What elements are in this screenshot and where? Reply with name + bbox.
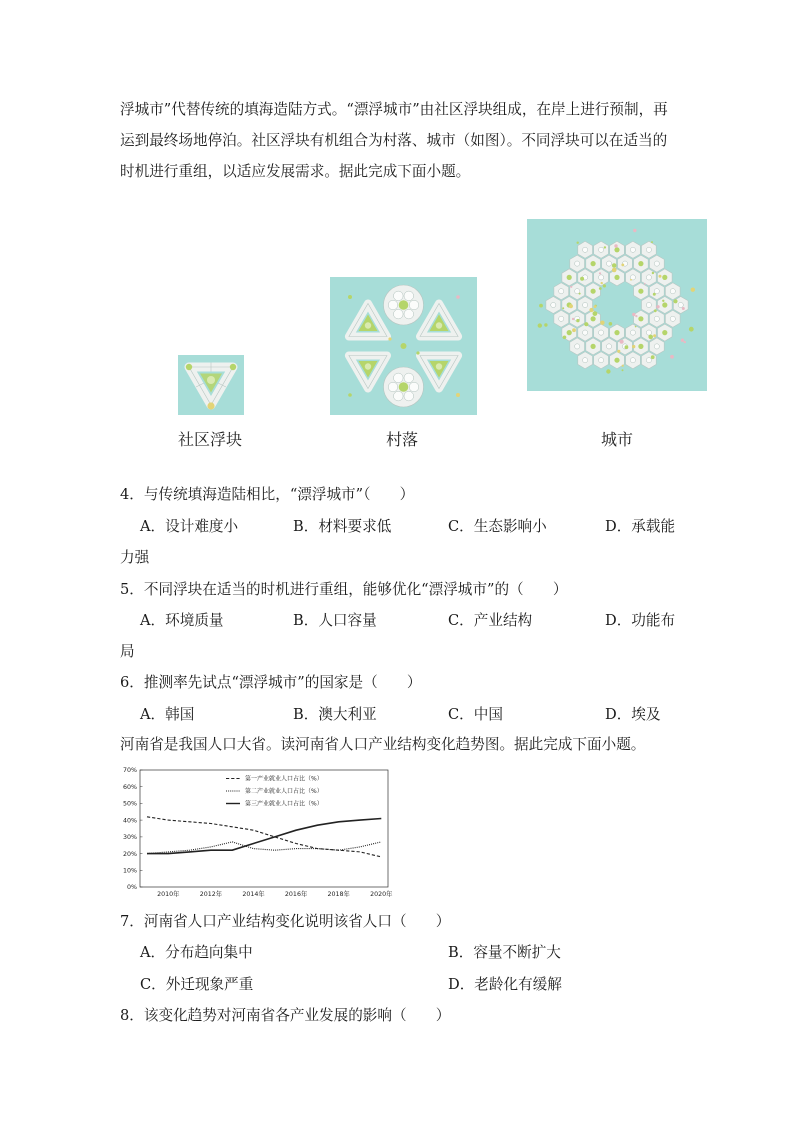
- village-unit: [384, 367, 424, 407]
- decor-dot: [348, 295, 352, 299]
- decor-dot: [612, 263, 617, 268]
- decor-dot: [609, 322, 613, 326]
- decor-dot: [589, 308, 593, 312]
- decor-dot: [570, 286, 572, 288]
- decor-dot: [682, 307, 685, 310]
- decor-dot: [388, 337, 391, 340]
- decor-dot: [651, 355, 655, 359]
- village-illustration: [330, 277, 477, 415]
- decor-dot: [654, 309, 657, 312]
- question-stem: 8．该变化趋势对河南省各产业发展的影响（ ）: [120, 1007, 451, 1024]
- legend-label: 第三产业就业人口占比（%）: [245, 800, 323, 808]
- option-c: C．外迁现象严重: [140, 976, 254, 993]
- x-tick-label: 2012年: [199, 891, 223, 898]
- decor-dot: [648, 335, 653, 340]
- x-tick-label: 2020年: [370, 891, 393, 898]
- city-illustration: [527, 219, 707, 391]
- decor-dot: [644, 283, 646, 285]
- x-tick-label: 2014年: [242, 891, 265, 898]
- decor-dot: [576, 319, 579, 322]
- decor-dot: [635, 326, 637, 328]
- decor-dot: [572, 328, 576, 332]
- option-c: C．产业结构: [448, 612, 533, 629]
- y-tick-label: 70%: [123, 767, 137, 775]
- decor-dot: [653, 334, 656, 337]
- decor-dot: [593, 311, 598, 316]
- decor-dot: [617, 350, 620, 353]
- decor-dot: [348, 393, 352, 397]
- decor-dot: [594, 305, 597, 308]
- option-d-continuation: 力强: [120, 549, 150, 566]
- legend-label: 第二产业就业人口占比（%）: [245, 788, 323, 796]
- decor-dot: [599, 287, 602, 290]
- y-tick-label: 0%: [127, 884, 137, 892]
- x-tick-label: 2018年: [327, 891, 350, 898]
- passage-line: 时机进行重组，以适应发展需求。据此完成下面小题。: [120, 163, 471, 180]
- decor-dot: [604, 246, 606, 248]
- figure-caption-community-block: 社区浮块: [177, 430, 242, 449]
- option-b: B．容量不断扩大: [448, 944, 561, 961]
- figure-caption-city: 城市: [600, 430, 633, 449]
- decor-dot: [633, 229, 636, 232]
- option-a: A．韩国: [140, 706, 195, 723]
- y-tick-label: 10%: [123, 867, 137, 875]
- decor-dot: [620, 340, 624, 344]
- decor-dot: [562, 307, 564, 309]
- decor-dot: [401, 343, 407, 349]
- decor-dot: [579, 293, 581, 295]
- option-b: B．澳大利亚: [293, 706, 377, 723]
- decor-dot: [621, 264, 624, 267]
- decor-dot: [538, 323, 542, 327]
- decor-dot: [577, 242, 579, 244]
- decor-dot: [580, 277, 584, 281]
- y-tick-label: 40%: [123, 817, 137, 825]
- option-d-continuation: 局: [120, 643, 135, 660]
- question-stem: 7．河南省人口产业结构变化说明该省人口（ ）: [120, 913, 451, 930]
- decor-dot: [599, 272, 601, 274]
- decor-dot: [603, 284, 606, 287]
- decor-dot: [684, 341, 686, 343]
- y-tick-label: 50%: [123, 800, 137, 808]
- decor-dot: [584, 322, 588, 326]
- village-unit: [384, 285, 424, 325]
- decor-dot: [662, 300, 664, 302]
- option-d: D．老龄化有缓解: [448, 976, 562, 993]
- x-tick-label: 2016年: [284, 891, 308, 898]
- question-stem: 4．与传统填海造陆相比，“漂浮城市”（ ）: [120, 486, 415, 503]
- decor-dot: [539, 304, 543, 308]
- decor-dot: [569, 304, 573, 308]
- decor-dot: [652, 272, 654, 274]
- question-stem: 6．推测率先试点“漂浮城市”的国家是（ ）: [120, 674, 422, 691]
- community-block-illustration: [178, 355, 244, 415]
- decor-dot: [635, 315, 637, 317]
- decor-dot: [612, 268, 617, 273]
- decor-dot: [563, 336, 567, 340]
- option-d: D．功能布: [605, 612, 676, 629]
- option-a: A．分布趋向集中: [140, 944, 253, 961]
- decor-dot: [632, 313, 635, 316]
- decor-dot: [653, 293, 656, 296]
- decor-dot: [681, 339, 684, 342]
- option-c: C．生态影响小: [448, 518, 547, 535]
- passage-line: 浮城市”代替传统的填海造陆方式。“漂浮城市”由社区浮块组成，在岸上进行预制，再: [120, 101, 668, 118]
- y-tick-label: 60%: [123, 783, 137, 791]
- legend-label: 第一产业就业人口占比（%）: [245, 775, 323, 783]
- section-intro: 河南省是我国人口大省。读河南省人口产业结构变化趋势图。据此完成下面小题。: [120, 736, 646, 753]
- decor-dot: [656, 305, 659, 308]
- decor-dot: [689, 327, 694, 332]
- decor-dot: [456, 393, 460, 397]
- decor-dot: [622, 369, 624, 371]
- option-b: B．材料要求低: [293, 518, 392, 535]
- decor-dot: [632, 345, 635, 348]
- decor-dot: [651, 241, 653, 243]
- population-chart: [118, 762, 394, 902]
- decor-dot: [572, 318, 574, 320]
- decor-dot: [544, 323, 547, 326]
- decor-dot: [606, 369, 610, 373]
- decor-dot: [625, 345, 629, 349]
- option-b: B．人口容量: [293, 612, 377, 629]
- decor-dot: [622, 365, 624, 367]
- decor-dot: [456, 295, 460, 299]
- decor-dot: [673, 299, 677, 303]
- passage-line: 运到最终场地停泊。社区浮块有机组合为村落、城市（如图）。不同浮块可以在适当的: [120, 132, 668, 149]
- option-d: D．承载能: [605, 518, 676, 535]
- decor-dot: [416, 351, 419, 354]
- figure-caption-village: 村落: [385, 430, 418, 449]
- question-stem: 5．不同浮块在适当的时机进行重组，能够优化“漂浮城市”的（ ）: [120, 581, 568, 598]
- option-a: A．设计难度小: [140, 518, 239, 535]
- option-d: D．埃及: [605, 706, 661, 723]
- decor-dot: [600, 321, 604, 325]
- decor-dot: [691, 288, 695, 292]
- option-c: C．中国: [448, 706, 503, 723]
- decor-dot: [670, 355, 674, 359]
- decor-dot: [601, 282, 603, 284]
- decor-dot: [659, 275, 662, 278]
- y-tick-label: 20%: [123, 850, 137, 858]
- decor-dot: [614, 244, 617, 247]
- y-tick-label: 30%: [123, 834, 137, 842]
- x-tick-label: 2010年: [157, 891, 180, 898]
- decor-dot: [630, 279, 632, 281]
- option-a: A．环境质量: [140, 612, 224, 629]
